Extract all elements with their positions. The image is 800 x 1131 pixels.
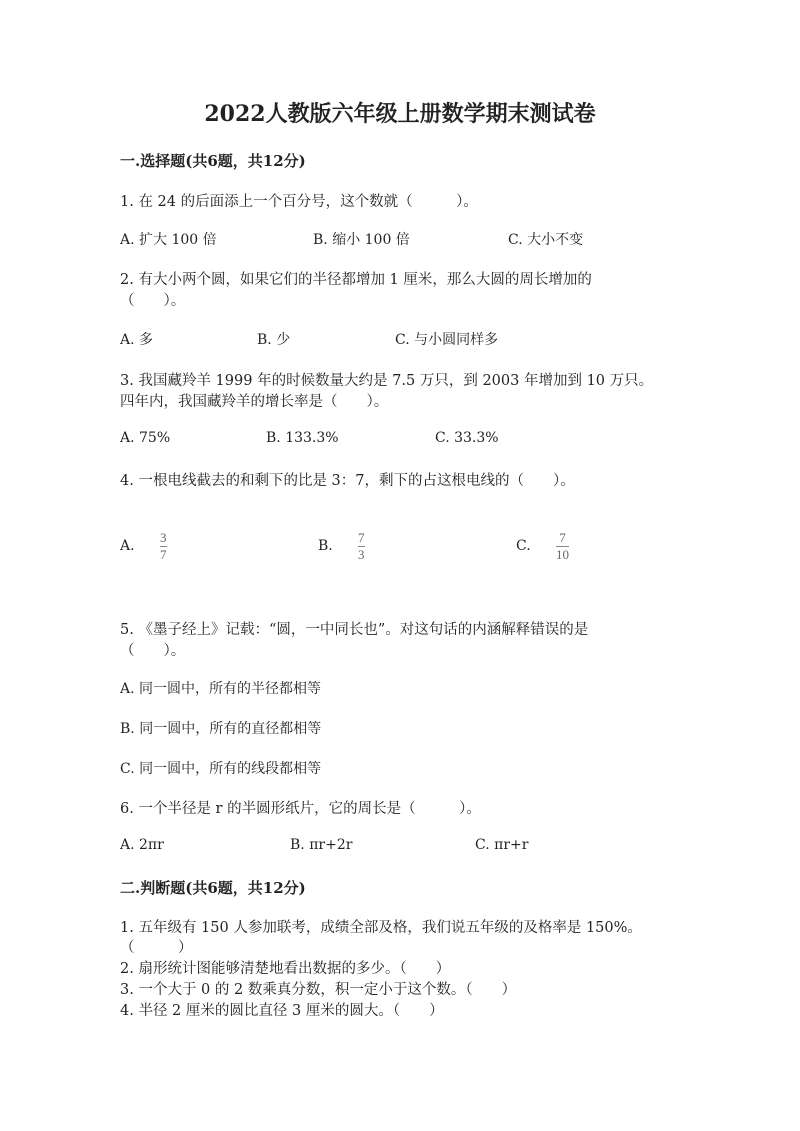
judgement-4: 4. 半径 2 厘米的圆比直径 3 厘米的圆大。（ ） xyxy=(120,1003,444,1019)
judgement-1-line2: （ ） xyxy=(120,940,193,956)
fraction-numerator: 3 xyxy=(160,530,167,545)
judgement-3: 3. 一个大于 0 的 2 数乘真分数，积一定小于这个数。（ ） xyxy=(120,982,517,998)
q5-option-b: B. 同一圆中，所有的直径都相等 xyxy=(120,721,322,737)
q2-option-b: B. 少 xyxy=(257,332,291,348)
q6-option-a: A. 2πr xyxy=(120,837,164,853)
fraction-denominator: 3 xyxy=(358,547,365,562)
q2-option-c: C. 与小圆同样多 xyxy=(395,332,499,348)
judgement-2: 2. 扇形统计图能够清楚地看出数据的多少。（ ） xyxy=(120,961,451,977)
question-4-text: 4. 一根电线截去的和剩下的比是 3：7，剩下的占这根电线的（ ）。 xyxy=(120,473,575,489)
q4-option-a-label: A. xyxy=(120,538,135,554)
fraction-denominator: 10 xyxy=(556,547,569,562)
question-1-text: 1. 在 24 的后面添上一个百分号，这个数就（ ）。 xyxy=(120,194,478,210)
question-3-line2: 四年内，我国藏羚羊的增长率是（ ）。 xyxy=(120,394,389,410)
fraction-numerator: 7 xyxy=(358,530,365,545)
fraction-denominator: 7 xyxy=(160,547,167,562)
q1-option-a: A. 扩大 100 倍 xyxy=(120,232,217,248)
q1-option-c: C. 大小不变 xyxy=(508,232,584,248)
fraction-numerator: 7 xyxy=(559,530,566,545)
q4-option-a-fraction xyxy=(160,531,167,562)
q4-option-b-label: B. xyxy=(318,538,333,554)
section-heading-choice: 一.选择题(共6题，共12分) xyxy=(120,152,306,170)
q4-option-c-fraction xyxy=(556,531,569,562)
q6-option-c: C. πr+r xyxy=(475,837,529,853)
q3-option-c: C. 33.3% xyxy=(435,430,499,446)
q5-option-c: C. 同一圆中，所有的线段都相等 xyxy=(120,761,322,777)
q3-option-b: B. 133.3% xyxy=(266,430,339,446)
judgement-1-line1: 1. 五年级有 150 人参加联考，成绩全部及格，我们说五年级的及格率是 150%。 xyxy=(120,920,642,936)
q6-option-b: B. πr+2r xyxy=(290,837,353,853)
page-title: 2022人教版六年级上册数学期末测试卷 xyxy=(204,101,596,127)
q3-option-a: A. 75% xyxy=(120,430,171,446)
section-heading-judgement: 二.判断题(共6题，共12分) xyxy=(120,879,306,897)
q2-option-a: A. 多 xyxy=(120,332,154,348)
question-6-text: 6. 一个半径是 r 的半圆形纸片，它的周长是（ ）。 xyxy=(120,801,481,817)
question-2-line2: （ ）。 xyxy=(120,293,186,309)
q1-option-b: B. 缩小 100 倍 xyxy=(313,232,410,248)
question-5-line2: （ ）。 xyxy=(120,643,186,659)
question-5-line1: 5. 《墨子经上》记载：“圆，一中同长也”。对这句话的内涵解释错误的是 xyxy=(120,622,589,638)
q4-option-c-label: C. xyxy=(516,538,531,554)
q5-option-a: A. 同一圆中，所有的半径都相等 xyxy=(120,681,322,697)
question-3-line1: 3. 我国藏羚羊 1999 年的时候数量大约是 7.5 万只，到 2003 年增加到 10 万只。 xyxy=(120,373,654,389)
question-2-line1: 2. 有大小两个圆，如果它们的半径都增加 1 厘米，那么大圆的周长增加的 xyxy=(120,272,592,288)
q4-option-b-fraction xyxy=(358,531,365,562)
